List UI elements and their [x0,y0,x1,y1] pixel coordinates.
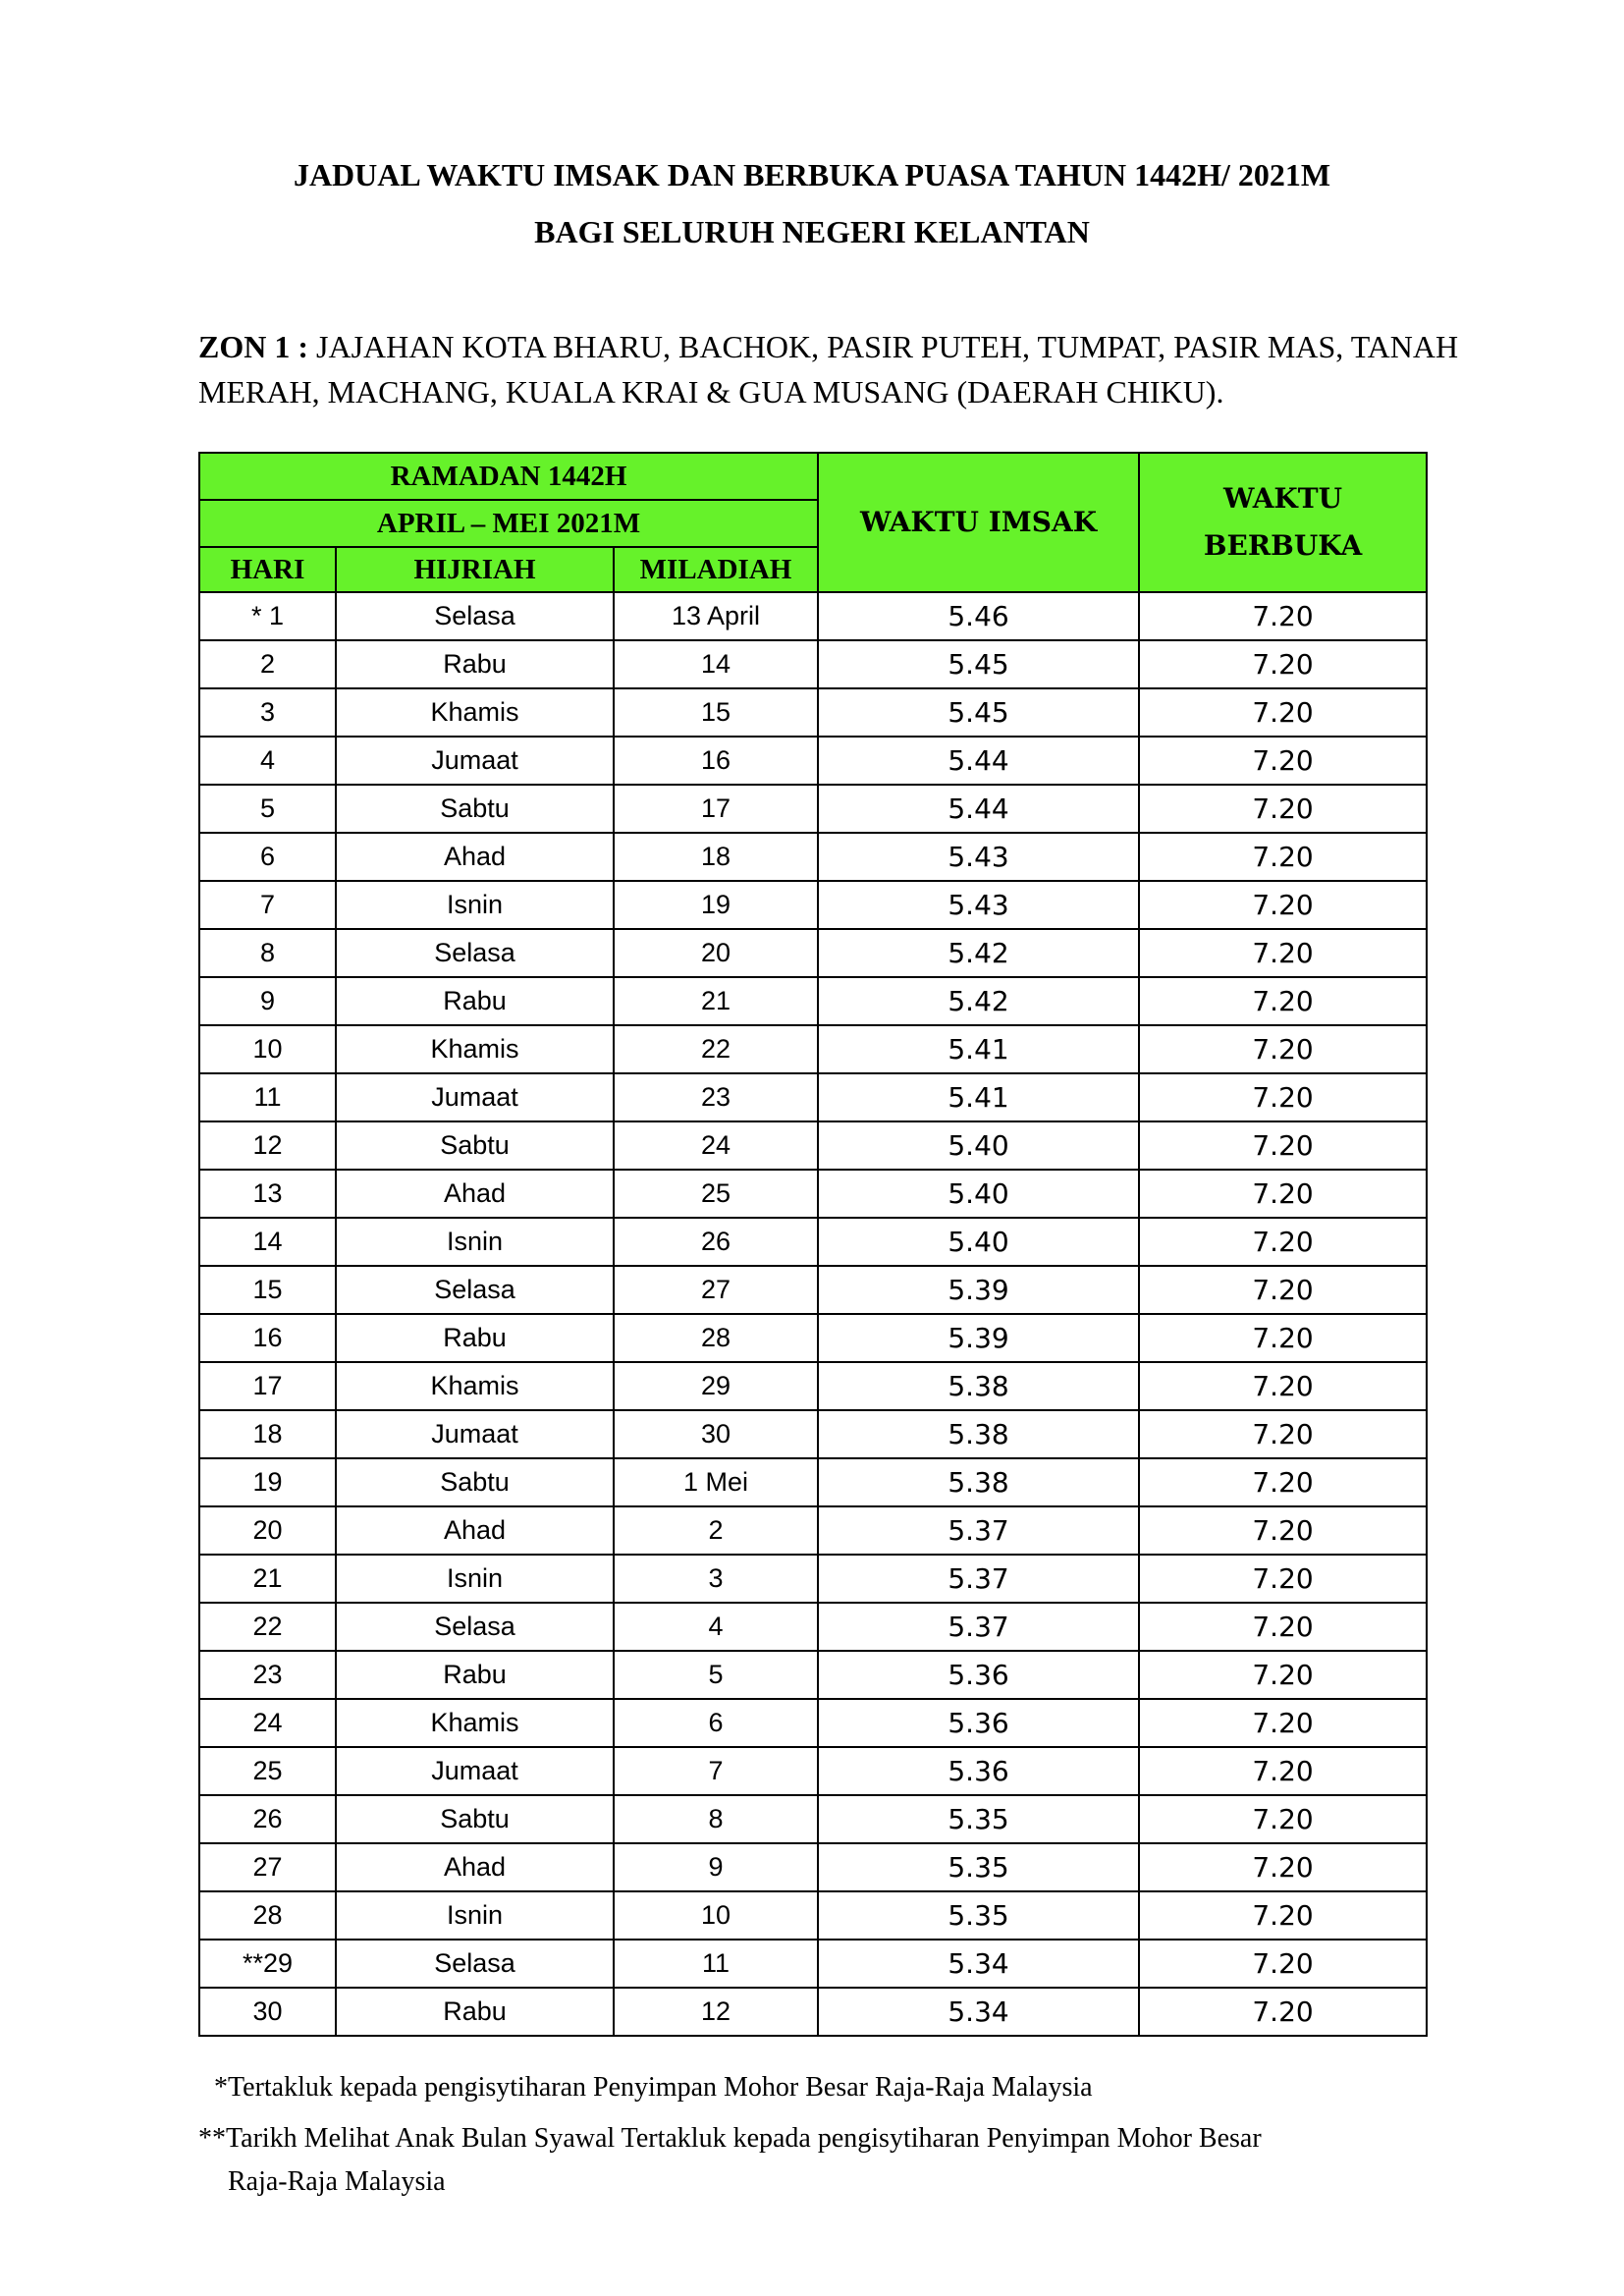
table-row [199,977,1427,1025]
header-berbuka: WAKTU BERBUKA [1139,453,1427,592]
cell-berbuka: 7.20 [1139,737,1427,785]
cell-hijriah: Selasa [336,592,614,640]
cell-hari: 5 [199,785,336,833]
table-row [199,1988,1427,2036]
cell-hari: * 1 [199,592,336,640]
cell-imsak: 5.39 [818,1314,1139,1362]
cell-berbuka: 7.20 [1139,1603,1427,1651]
cell-hijriah: Isnin [336,881,614,929]
cell-berbuka: 7.20 [1139,1170,1427,1218]
cell-hari: 3 [199,688,336,737]
table-row [199,1747,1427,1795]
timetable [198,452,1428,2037]
cell-hijriah: Selasa [336,1603,614,1651]
cell-hijriah: Rabu [336,1651,614,1699]
cell-berbuka: 7.20 [1139,1121,1427,1170]
table-row [199,737,1427,785]
table-row [199,1555,1427,1603]
cell-imsak: 5.45 [818,688,1139,737]
cell-imsak: 5.46 [818,592,1139,640]
cell-imsak: 5.37 [818,1555,1139,1603]
cell-miladiah: 24 [614,1121,818,1170]
cell-imsak: 5.39 [818,1266,1139,1314]
cell-hari: 14 [199,1218,336,1266]
cell-hijriah: Khamis [336,1362,614,1410]
cell-berbuka: 7.20 [1139,1843,1427,1891]
cell-hari: 24 [199,1699,336,1747]
cell-hari: 22 [199,1603,336,1651]
cell-hari: 11 [199,1073,336,1121]
cell-berbuka: 7.20 [1139,640,1427,688]
cell-berbuka: 7.20 [1139,881,1427,929]
cell-berbuka: 7.20 [1139,1795,1427,1843]
table-row [199,881,1427,929]
cell-berbuka: 7.20 [1139,1458,1427,1506]
cell-hari: **29 [199,1940,336,1988]
cell-hijriah: Selasa [336,1266,614,1314]
cell-hijriah: Isnin [336,1218,614,1266]
table-row [199,640,1427,688]
table-row [199,929,1427,977]
table-row [199,1506,1427,1555]
cell-hari: 27 [199,1843,336,1891]
cell-hijriah: Jumaat [336,1410,614,1458]
cell-hari: 20 [199,1506,336,1555]
cell-imsak: 5.35 [818,1891,1139,1940]
table-row [199,1266,1427,1314]
cell-imsak: 5.36 [818,1651,1139,1699]
table-row [199,785,1427,833]
cell-miladiah: 19 [614,881,818,929]
cell-imsak: 5.41 [818,1025,1139,1073]
cell-hijriah: Rabu [336,1314,614,1362]
table-row [199,1651,1427,1699]
header-ramadan: RAMADAN 1442H [199,453,818,500]
cell-hijriah: Rabu [336,977,614,1025]
footnote-2-continued: Raja-Raja Malaysia [228,2166,446,2197]
cell-hari: 9 [199,977,336,1025]
table-row [199,1891,1427,1940]
cell-miladiah: 25 [614,1170,818,1218]
cell-miladiah: 28 [614,1314,818,1362]
cell-hijriah: Sabtu [336,785,614,833]
cell-hari: 28 [199,1891,336,1940]
cell-hijriah: Ahad [336,1170,614,1218]
cell-miladiah: 17 [614,785,818,833]
cell-berbuka: 7.20 [1139,1218,1427,1266]
table-row [199,1073,1427,1121]
cell-berbuka: 7.20 [1139,688,1427,737]
table-row [199,1603,1427,1651]
cell-hijriah: Selasa [336,929,614,977]
table-row [199,1121,1427,1170]
cell-hijriah: Khamis [336,1025,614,1073]
header-period: APRIL – MEI 2021M [199,500,818,547]
cell-hijriah: Ahad [336,1506,614,1555]
cell-imsak: 5.45 [818,640,1139,688]
cell-hijriah: Sabtu [336,1458,614,1506]
cell-imsak: 5.40 [818,1218,1139,1266]
cell-berbuka: 7.20 [1139,977,1427,1025]
cell-imsak: 5.37 [818,1603,1139,1651]
cell-miladiah: 20 [614,929,818,977]
cell-berbuka: 7.20 [1139,1651,1427,1699]
cell-miladiah: 16 [614,737,818,785]
cell-imsak: 5.42 [818,977,1139,1025]
cell-hari: 4 [199,737,336,785]
cell-miladiah: 7 [614,1747,818,1795]
cell-hijriah: Khamis [336,688,614,737]
footnote-1: *Tertakluk kepada pengisytiharan Penyimpan Mohor Besar Raja-Raja Malaysia [214,2072,1093,2103]
cell-hijriah: Isnin [336,1555,614,1603]
cell-berbuka: 7.20 [1139,1747,1427,1795]
table-row [199,1458,1427,1506]
cell-miladiah: 21 [614,977,818,1025]
cell-berbuka: 7.20 [1139,592,1427,640]
cell-miladiah: 29 [614,1362,818,1410]
cell-imsak: 5.34 [818,1988,1139,2036]
cell-hijriah: Jumaat [336,1747,614,1795]
cell-hari: 23 [199,1651,336,1699]
cell-berbuka: 7.20 [1139,1891,1427,1940]
table-row [199,1218,1427,1266]
zone-text: JAJAHAN KOTA BHARU, BACHOK, PASIR PUTEH, TUMPAT, PASIR MAS, TANAH MERAH, MACHANG, KUALA KRAI & GUA MUSANG (DAERAH CHIKU). [198,329,1459,410]
table-row [199,1314,1427,1362]
table-row [199,1362,1427,1410]
cell-hijriah: Jumaat [336,1073,614,1121]
cell-miladiah: 14 [614,640,818,688]
cell-imsak: 5.34 [818,1940,1139,1988]
cell-miladiah: 11 [614,1940,818,1988]
cell-miladiah: 15 [614,688,818,737]
cell-hari: 25 [199,1747,336,1795]
cell-berbuka: 7.20 [1139,1266,1427,1314]
cell-miladiah: 12 [614,1988,818,2036]
cell-miladiah: 18 [614,833,818,881]
cell-hijriah: Isnin [336,1891,614,1940]
cell-hari: 10 [199,1025,336,1073]
cell-berbuka: 7.20 [1139,1940,1427,1988]
cell-hijriah: Ahad [336,1843,614,1891]
cell-berbuka: 7.20 [1139,1410,1427,1458]
cell-miladiah: 6 [614,1699,818,1747]
cell-hari: 15 [199,1266,336,1314]
cell-imsak: 5.44 [818,785,1139,833]
cell-imsak: 5.38 [818,1410,1139,1458]
table-row [199,1795,1427,1843]
cell-hari: 12 [199,1121,336,1170]
cell-hari: 2 [199,640,336,688]
table-row [199,1025,1427,1073]
cell-hari: 7 [199,881,336,929]
cell-berbuka: 7.20 [1139,1506,1427,1555]
table-row [199,1170,1427,1218]
cell-miladiah: 30 [614,1410,818,1458]
cell-miladiah: 22 [614,1025,818,1073]
table-row [199,1410,1427,1458]
header-imsak: WAKTU IMSAK [818,453,1139,592]
cell-miladiah: 13 April [614,592,818,640]
header-miladiah: MILADIAH [614,547,818,592]
cell-berbuka: 7.20 [1139,1073,1427,1121]
cell-miladiah: 2 [614,1506,818,1555]
document-title: JADUAL WAKTU IMSAK DAN BERBUKA PUASA TAHUN 1442H/ 2021M [293,157,1331,192]
cell-hari: 13 [199,1170,336,1218]
cell-imsak: 5.35 [818,1795,1139,1843]
cell-hari: 19 [199,1458,336,1506]
cell-hijriah: Khamis [336,1699,614,1747]
cell-berbuka: 7.20 [1139,1699,1427,1747]
cell-hijriah: Rabu [336,1988,614,2036]
cell-berbuka: 7.20 [1139,1025,1427,1073]
cell-miladiah: 8 [614,1795,818,1843]
table-row [199,688,1427,737]
cell-imsak: 5.41 [818,1073,1139,1121]
timetable-body [199,592,1427,2036]
cell-imsak: 5.35 [818,1843,1139,1891]
cell-hijriah: Selasa [336,1940,614,1988]
cell-miladiah: 10 [614,1891,818,1940]
cell-hijriah: Sabtu [336,1795,614,1843]
cell-imsak: 5.36 [818,1699,1139,1747]
cell-imsak: 5.38 [818,1362,1139,1410]
table-row [199,1940,1427,1988]
cell-miladiah: 5 [614,1651,818,1699]
cell-imsak: 5.40 [818,1170,1139,1218]
cell-imsak: 5.40 [818,1121,1139,1170]
cell-miladiah: 26 [614,1218,818,1266]
cell-berbuka: 7.20 [1139,1362,1427,1410]
table-row [199,1699,1427,1747]
cell-imsak: 5.43 [818,833,1139,881]
cell-imsak: 5.43 [818,881,1139,929]
cell-hari: 17 [199,1362,336,1410]
cell-berbuka: 7.20 [1139,929,1427,977]
header-hari: HARI [199,547,336,592]
cell-hijriah: Jumaat [336,737,614,785]
cell-hari: 16 [199,1314,336,1362]
zone-label: ZON 1 : [198,329,308,364]
cell-miladiah: 9 [614,1843,818,1891]
cell-hari: 6 [199,833,336,881]
cell-berbuka: 7.20 [1139,833,1427,881]
cell-miladiah: 3 [614,1555,818,1603]
cell-miladiah: 4 [614,1603,818,1651]
cell-imsak: 5.37 [818,1506,1139,1555]
table-row [199,1843,1427,1891]
cell-imsak: 5.38 [818,1458,1139,1506]
cell-hari: 8 [199,929,336,977]
cell-berbuka: 7.20 [1139,1314,1427,1362]
cell-hari: 21 [199,1555,336,1603]
cell-miladiah: 27 [614,1266,818,1314]
table-row [199,592,1427,640]
cell-hijriah: Sabtu [336,1121,614,1170]
footnote-2: **Tarikh Melihat Anak Bulan Syawal Tertakluk kepada pengisytiharan Penyimpan Mohor Besar [198,2123,1262,2154]
cell-miladiah: 23 [614,1073,818,1121]
cell-berbuka: 7.20 [1139,1988,1427,2036]
cell-imsak: 5.44 [818,737,1139,785]
cell-hari: 18 [199,1410,336,1458]
cell-imsak: 5.42 [818,929,1139,977]
table-row [199,833,1427,881]
cell-miladiah: 1 Mei [614,1458,818,1506]
cell-hijriah: Ahad [336,833,614,881]
cell-imsak: 5.36 [818,1747,1139,1795]
cell-berbuka: 7.20 [1139,1555,1427,1603]
cell-hijriah: Rabu [336,640,614,688]
cell-hari: 26 [199,1795,336,1843]
document-subtitle: BAGI SELURUH NEGERI KELANTAN [534,214,1090,249]
cell-berbuka: 7.20 [1139,785,1427,833]
zone-description [198,324,1475,414]
cell-hari: 30 [199,1988,336,2036]
header-hijriah: HIJRIAH [336,547,614,592]
